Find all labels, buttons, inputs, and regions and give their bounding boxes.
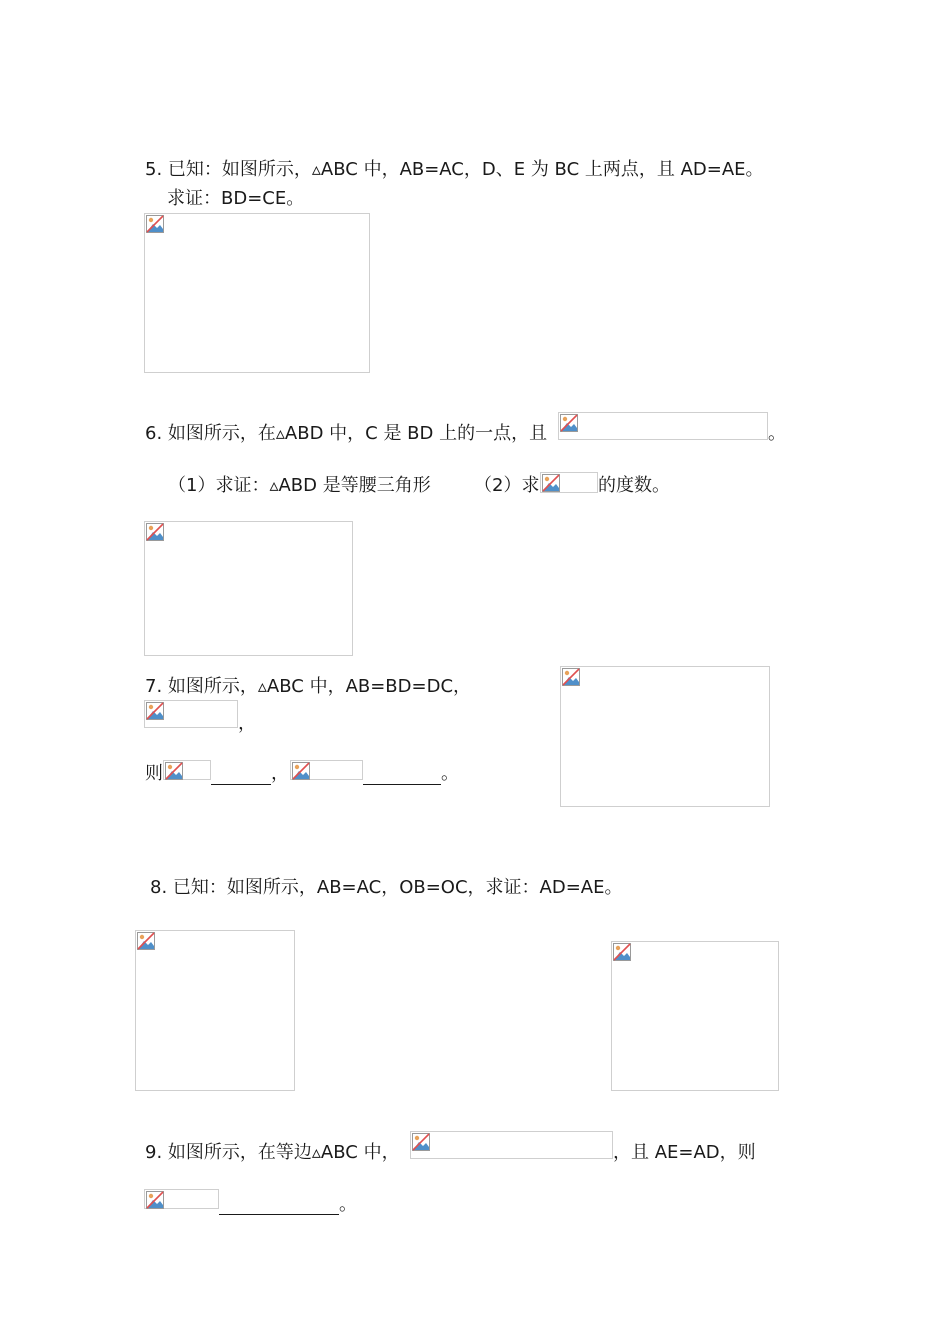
broken-image-icon [146, 702, 164, 720]
q5-line2: 求证：BD=CE。 [167, 188, 305, 209]
q7-answer-blank-2[interactable] [363, 768, 441, 785]
q8-figure-right [611, 941, 779, 1091]
q7-line2-comma: ， [238, 713, 256, 734]
q7-figure [560, 666, 770, 807]
q9-condition-image [410, 1131, 613, 1159]
broken-image-icon [292, 762, 310, 780]
q8-line1: 8. 已知：如图所示，AB=AC，OB=OC，求证：AD=AE。 [150, 877, 623, 898]
q6-condition-image [558, 412, 768, 440]
q9-end: 。 [339, 1194, 357, 1215]
q7-answer-blank-1[interactable] [211, 768, 271, 785]
broken-image-icon [542, 474, 560, 492]
q5-line1: 5. 已知：如图所示，▵ABC 中，AB=AC，D、E 为 BC 上两点，且 AD=AE。 [145, 159, 764, 180]
q9-line1-post: ，且 AE=AD，则 [613, 1142, 756, 1163]
q7-line1: 7. 如图所示，▵ABC 中，AB=BD=DC， [145, 676, 472, 697]
q6-part2-post: 的度数。 [598, 475, 670, 496]
q6-part1: （1）求证：▵ABD 是等腰三角形 [168, 475, 431, 496]
q7-angle1-image [163, 760, 211, 780]
broken-image-icon [613, 943, 631, 961]
q7-condition-image [144, 700, 238, 728]
broken-image-icon [412, 1133, 430, 1151]
broken-image-icon [146, 1191, 164, 1209]
q7-comma: ， [271, 763, 289, 784]
q6-line1-end: 。 [768, 423, 786, 444]
broken-image-icon [146, 215, 164, 233]
q7-end: 。 [441, 763, 459, 784]
broken-image-icon [560, 414, 578, 432]
broken-image-icon [137, 932, 155, 950]
q7-angle2-image [290, 760, 363, 780]
q5-figure [144, 213, 370, 373]
q9-line1-pre: 9. 如图所示，在等边▵ABC 中， [145, 1142, 400, 1163]
broken-image-icon [146, 523, 164, 541]
q9-answer-image [144, 1189, 219, 1209]
broken-image-icon [165, 762, 183, 780]
q6-line1-text: 6. 如图所示，在▵ABD 中，C 是 BD 上的一点，且 [145, 423, 548, 444]
q6-part2-pre: （2）求 [474, 475, 540, 496]
q6-angle-image [540, 472, 598, 493]
q6-line1 [145, 423, 547, 445]
q6-figure [144, 521, 353, 656]
q7-line3-pre: 则 [145, 763, 163, 784]
broken-image-icon [562, 668, 580, 686]
q8-figure-left [135, 930, 295, 1091]
q9-answer-blank[interactable] [219, 1198, 339, 1215]
